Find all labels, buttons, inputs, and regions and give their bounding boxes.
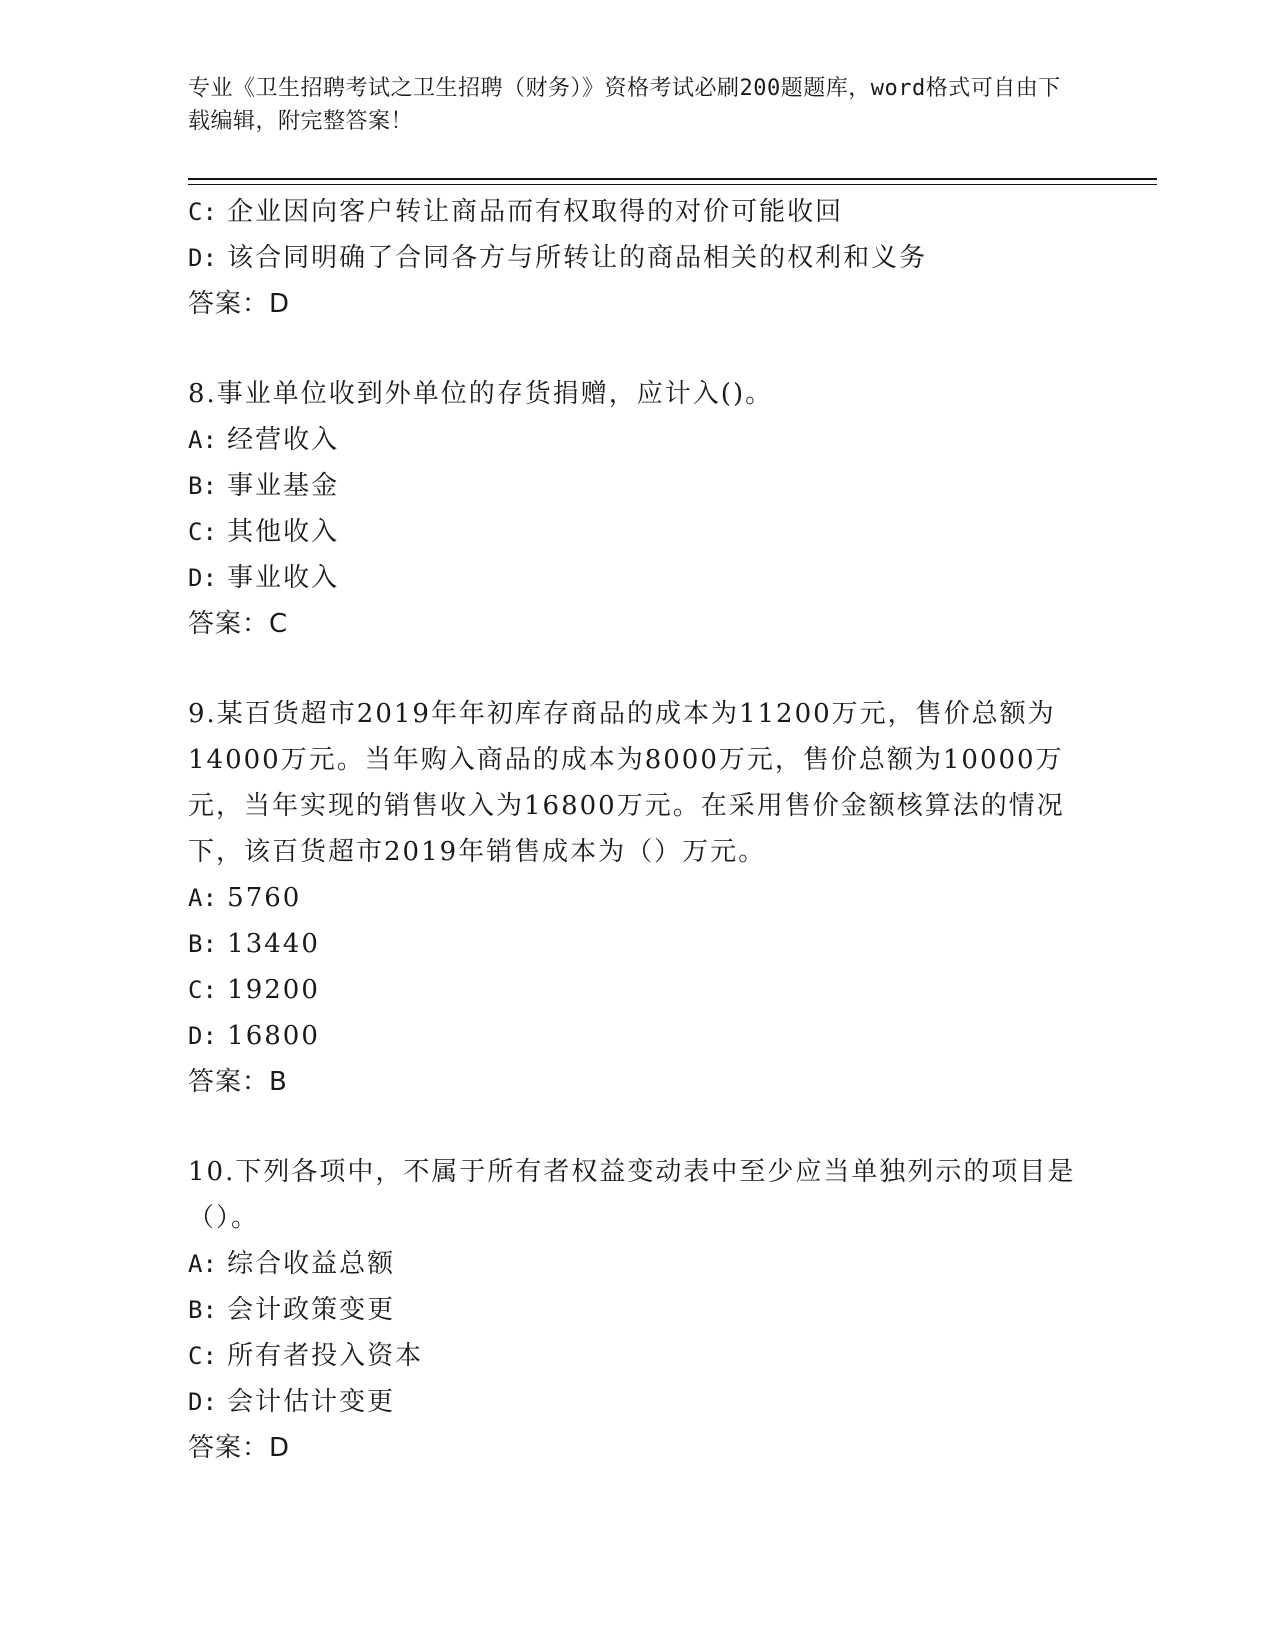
option-b: B: 会计政策变更 xyxy=(188,1295,396,1325)
option-b: B: 事业基金 xyxy=(188,471,340,501)
option-b: B: 13440 xyxy=(188,929,320,959)
question-stem: 8.事业单位收到外单位的存货捐赠，应计入()。 xyxy=(188,379,774,409)
option-d: D: 该合同明确了合同各方与所转让的商品相关的权利和义务 xyxy=(188,243,928,273)
document-header: 专业《卫生招聘考试之卫生招聘（财务）》资格考试必刷200题题库，word格式可自由下载编辑，附完整答案！ xyxy=(188,76,1061,134)
option-c: C: 企业因向客户转让商品而有权取得的对价可能收回 xyxy=(188,197,844,227)
question-7 xyxy=(188,189,1088,327)
answer: 答案：C xyxy=(188,609,289,639)
option-d: D: 事业收入 xyxy=(188,563,340,593)
option-c: C: 19200 xyxy=(188,975,320,1005)
option-a: A: 5760 xyxy=(188,883,302,913)
answer: 答案：B xyxy=(188,1067,288,1097)
option-d: D: 16800 xyxy=(188,1021,320,1051)
question-stem: 10.下列各项中，不属于所有者权益变动表中至少应当单独列示的项目是（）。 xyxy=(188,1157,1076,1233)
header-divider-thick xyxy=(188,178,1157,180)
option-c: C: 其他收入 xyxy=(188,517,340,547)
header-divider-thin xyxy=(188,184,1157,185)
option-a: A: 综合收益总额 xyxy=(188,1249,396,1279)
option-d: D: 会计估计变更 xyxy=(188,1387,396,1417)
question-stem: 9.某百货超市2019年年初库存商品的成本为11200万元，售价总额为14000万元。当年购入商品的成本为8000万元，售价总额为10000万元，当年实现的销售收入为16800万元。在采用售价金额核算法的情况下，该百货超市2019年销售成本为（）万元。 xyxy=(188,699,1065,867)
question-10 xyxy=(188,1149,1088,1471)
question-8 xyxy=(188,371,1088,647)
answer: 答案：D xyxy=(188,1433,291,1463)
option-c: C: 所有者投入资本 xyxy=(188,1341,424,1371)
question-list xyxy=(188,189,1088,1471)
option-a: A: 经营收入 xyxy=(188,425,340,455)
question-9 xyxy=(188,691,1088,1105)
answer: 答案：D xyxy=(188,289,291,319)
